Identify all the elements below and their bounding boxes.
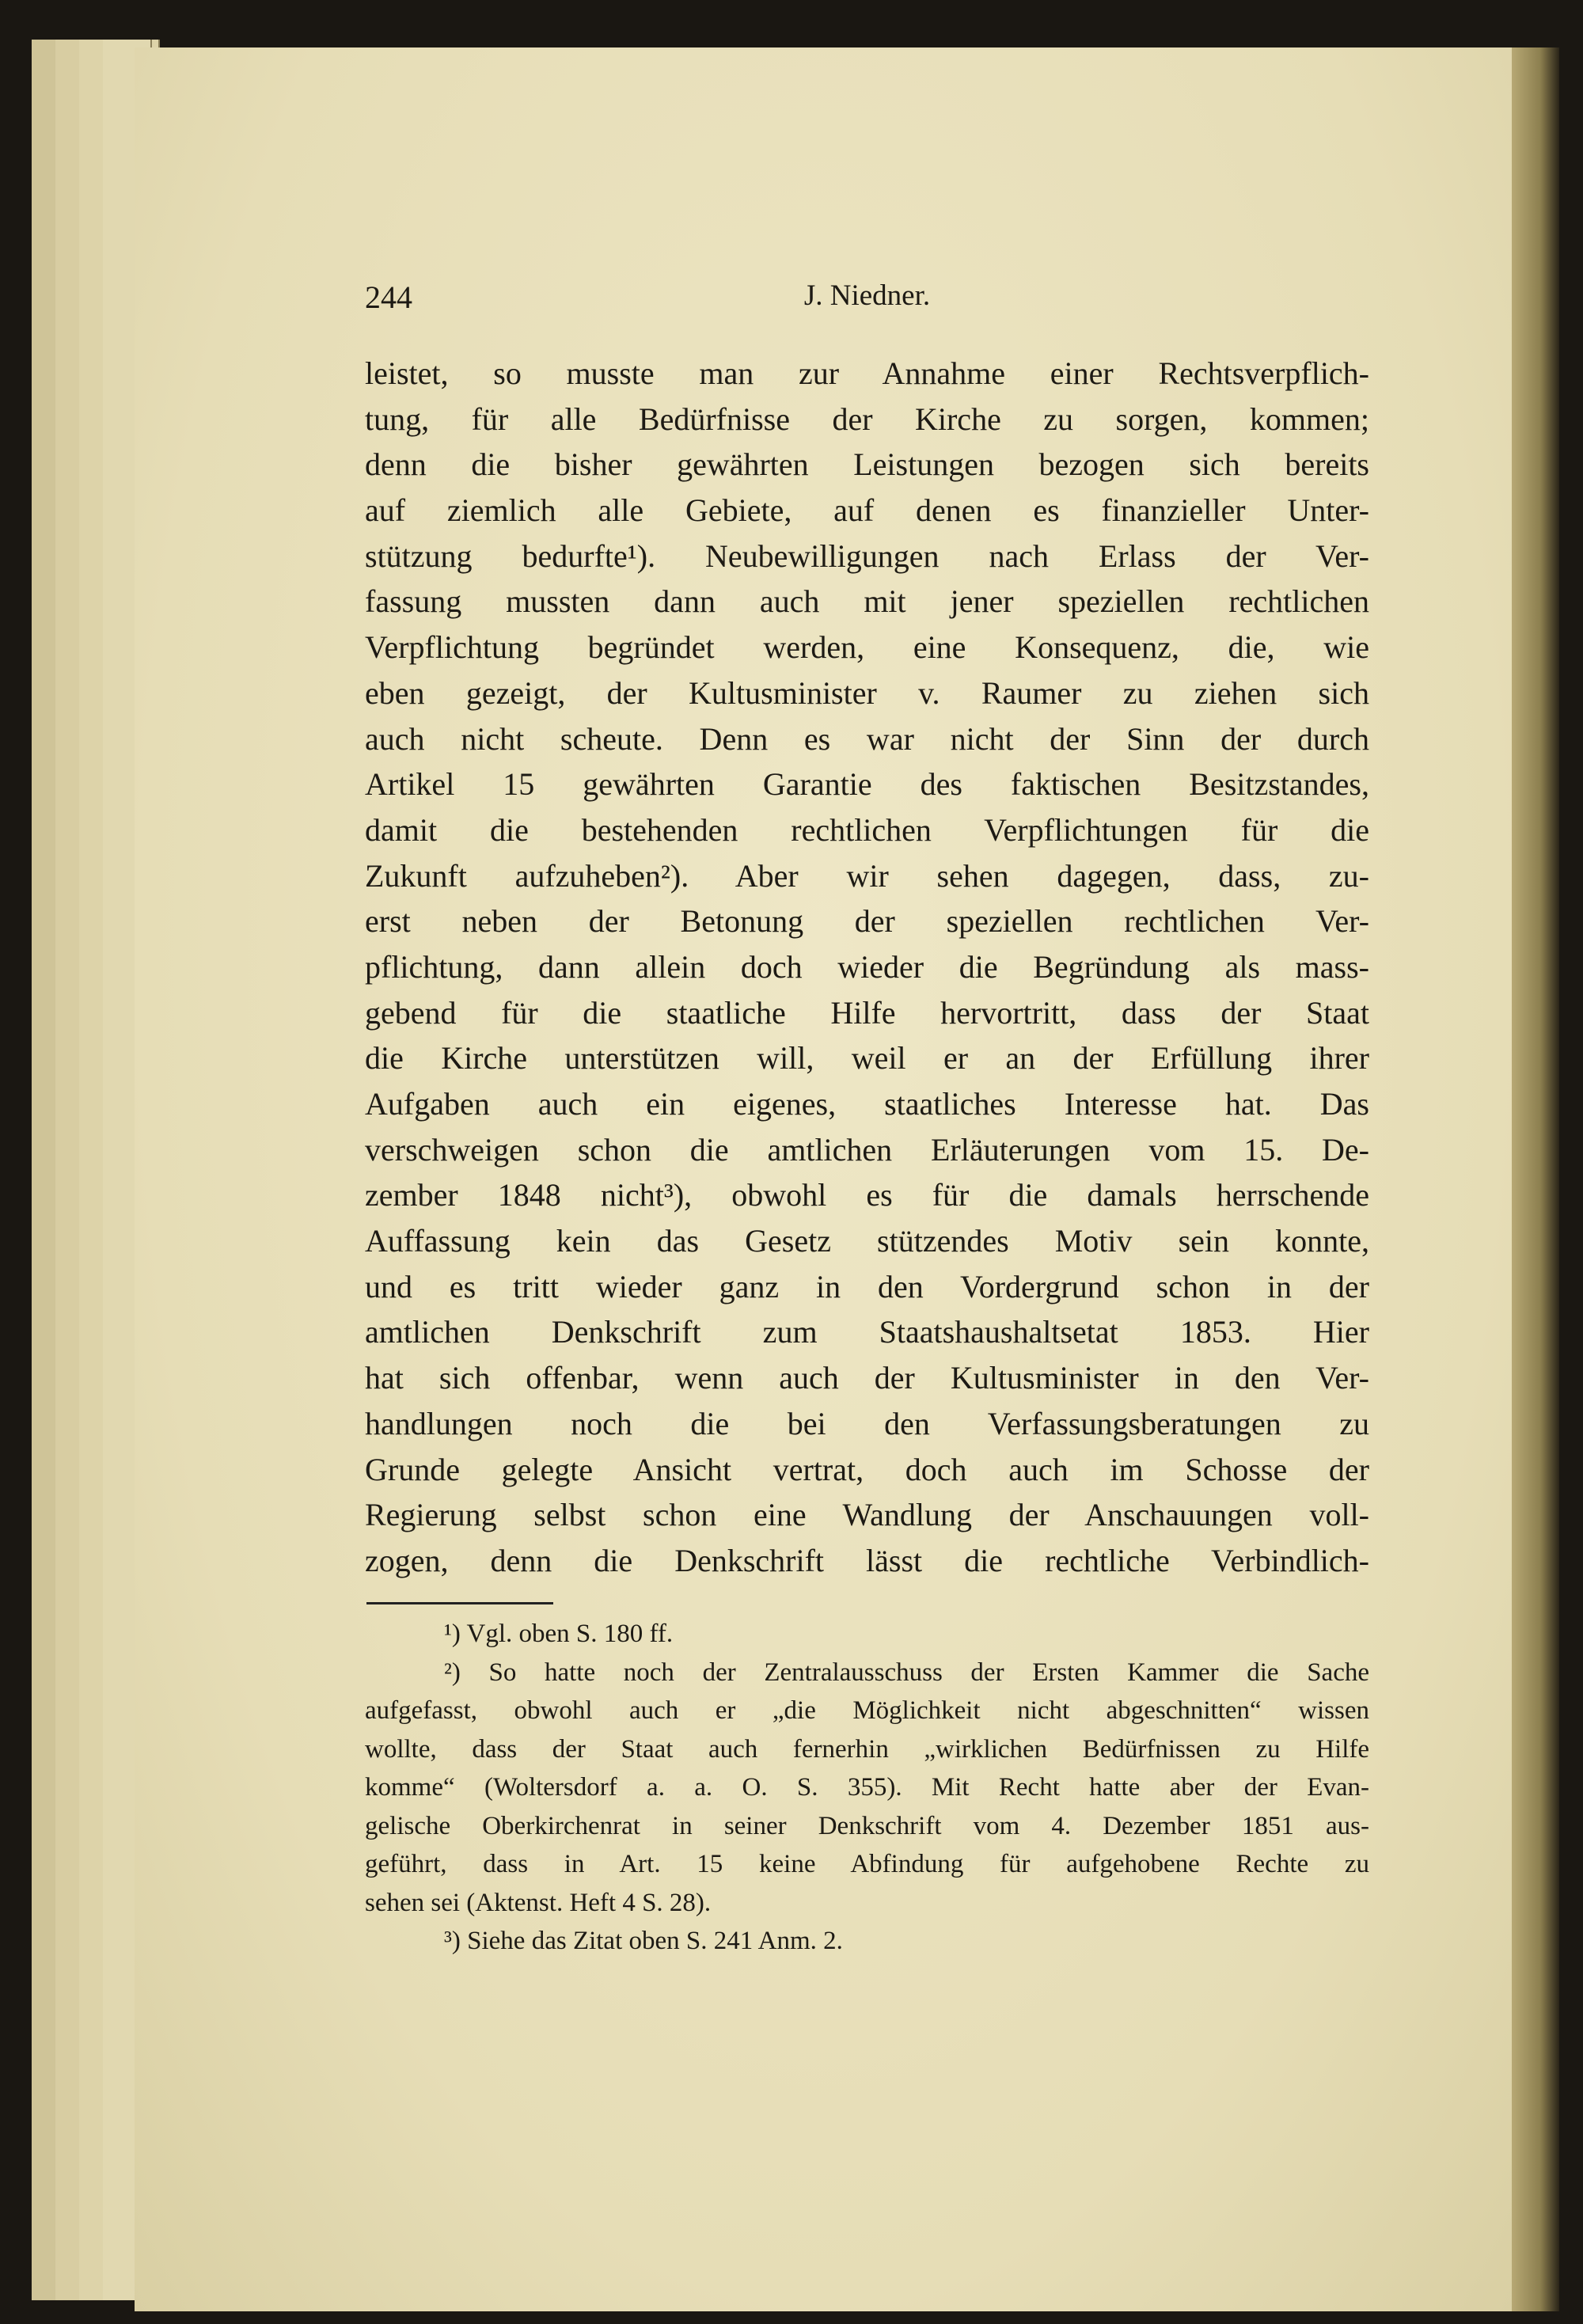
body-line: amtlichen Denkschrift zum Staatshaushaltsetat 1853. Hier — [365, 1314, 1369, 1350]
running-title: J. Niedner. — [803, 279, 931, 312]
footnote — [365, 1654, 1369, 1923]
body-line: zember 1848 nicht³), obwohl es für die damals herrschende — [365, 1177, 1369, 1213]
body-line: Auffassung kein das Gesetz stützendes Motiv sein konnte, — [365, 1223, 1369, 1259]
footnote-line: ³) Siehe das Zitat oben S. 241 Anm. 2. — [444, 1927, 843, 1955]
page-number: 244 — [365, 279, 412, 315]
body-line: eben gezeigt, der Kultusminister v. Raumer zu ziehen sich — [365, 674, 1369, 711]
body-line: damit die bestehenden rechtlichen Verpflichtungen für die — [365, 811, 1369, 848]
body-line: zogen, denn die Denkschrift lässt die rechtliche Verbindlich- — [365, 1542, 1369, 1578]
right-page-edge — [1512, 47, 1559, 2311]
body-line: pflichtung, dann allein doch wieder die Begründung als mass- — [365, 948, 1369, 985]
footnote-line: wollte, dass der Staat auch fernerhin „wirklichen Bedürfnissen zu Hilfe — [365, 1734, 1369, 1764]
body-text — [365, 351, 1369, 1584]
footnote-line: aufgefasst, obwohl auch er „die Möglichkeit nicht abgeschnitten“ wissen — [365, 1696, 1369, 1725]
footnote-line: komme“ (Woltersdorf a. a. O. S. 355). Mit Recht hatte aber der Evan- — [365, 1773, 1369, 1802]
body-line: stützung bedurfte¹). Neubewilligungen nach Erlass der Ver- — [365, 537, 1369, 574]
body-line: gebend für die staatliche Hilfe hervortritt, dass der Staat — [365, 994, 1369, 1031]
footnote-line: geführt, dass in Art. 15 keine Abfindung für aufgehobene Rechte zu — [365, 1850, 1369, 1878]
body-line: fassung mussten dann auch mit jener speziellen rechtlichen — [365, 583, 1369, 620]
body-line: denn die bisher gewährten Leistungen bezogen sich bereits — [365, 446, 1369, 483]
body-line: leistet, so musste man zur Annahme einer Rechtsverpflich- — [365, 355, 1369, 391]
body-line: Zukunft aufzuheben²). Aber wir sehen dagegen, dass, zu- — [365, 857, 1369, 894]
body-line: Artikel 15 gewährten Garantie des faktischen Besitzstandes, — [365, 766, 1369, 803]
footnotes — [365, 1615, 1369, 1961]
footnote-line: ¹) Vgl. oben S. 180 ff. — [444, 1620, 674, 1648]
body-line: und es tritt wieder ganz in den Vordergrund schon in der — [365, 1268, 1369, 1304]
body-line: tung, für alle Bedürfnisse der Kirche zu sorgen, kommen; — [365, 401, 1369, 437]
body-line: Verpflichtung begründet werden, eine Konsequenz, die, wie — [365, 629, 1369, 666]
body-line: auch nicht scheute. Denn es war nicht der Sinn der durch — [365, 720, 1369, 757]
body-line: Regierung selbst schon eine Wandlung der Anschauungen voll- — [365, 1497, 1369, 1533]
body-line: auf ziemlich alle Gebiete, auf denen es finanzieller Unter- — [365, 492, 1369, 529]
body-line: die Kirche unterstützen will, weil er an der Erfüllung ihrer — [365, 1040, 1369, 1077]
footnote-rule — [366, 1602, 553, 1604]
body-line: hat sich offenbar, wenn auch der Kultusminister in den Ver- — [365, 1360, 1369, 1396]
footnote-line: sehen sei (Aktenst. Heft 4 S. 28). — [365, 1888, 712, 1917]
page-header — [365, 279, 1369, 318]
body-line: Aufgaben auch ein eigenes, staatliches Interesse hat. Das — [365, 1086, 1369, 1122]
footnote — [365, 1922, 1369, 1961]
footnote-line: gelische Oberkirchenrat in seiner Denkschrift vom 4. Dezember 1851 aus- — [365, 1811, 1369, 1840]
body-line: Grunde gelegte Ansicht vertrat, doch auch im Schosse der — [365, 1451, 1369, 1487]
body-line: handlungen noch die bei den Verfassungsberatungen zu — [365, 1405, 1369, 1441]
footnote-line: ²) So hatte noch der Zentralausschuss der Ersten Kammer die Sache — [444, 1658, 1369, 1687]
body-line: erst neben der Betonung der speziellen rechtlichen Ver- — [365, 903, 1369, 940]
body-line: verschweigen schon die amtlichen Erläuterungen vom 15. De- — [365, 1131, 1369, 1168]
footnote — [365, 1615, 1369, 1654]
